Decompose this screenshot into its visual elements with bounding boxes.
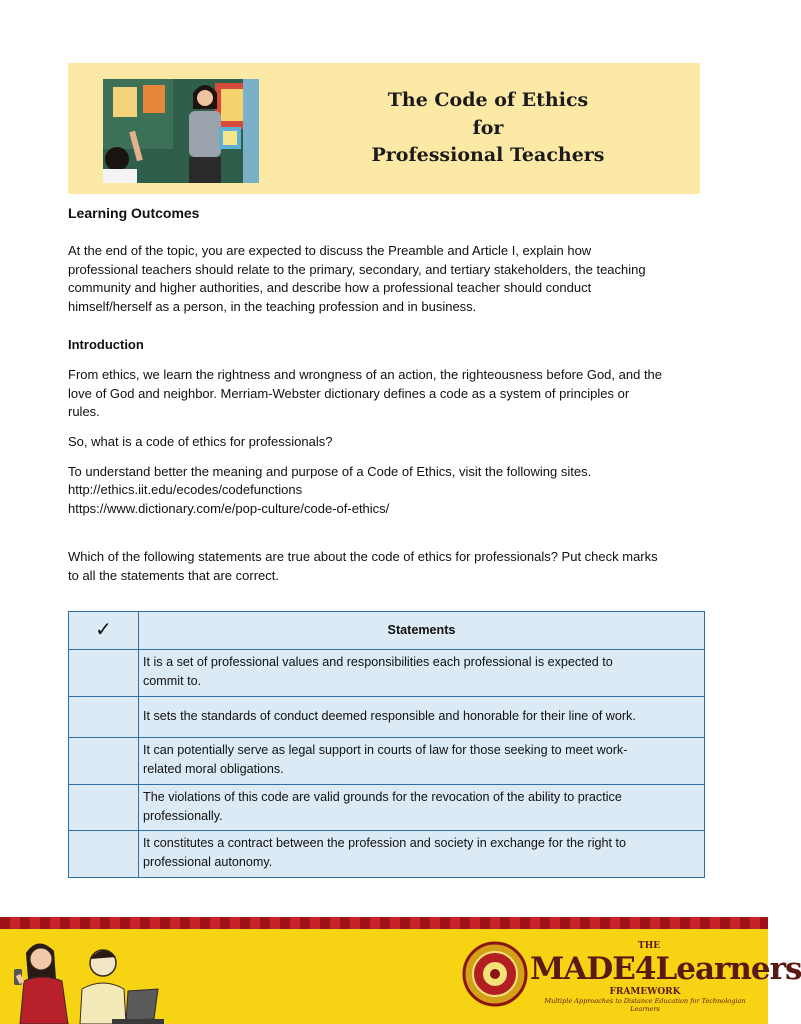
logo-the: THE — [638, 941, 661, 951]
statement-cell — [139, 785, 705, 831]
text-line: professional teachers should relate to the primary, secondary, and tertiary stakeholders, the teaching — [68, 261, 646, 277]
text-line: community and higher authorities, and describe how a professional teacher should conduct — [68, 280, 592, 295]
statement-line: commit to. — [143, 673, 202, 688]
statement-line: professional autonomy. — [143, 854, 273, 869]
title-line: Professional Teachers — [371, 144, 605, 166]
check-cell[interactable] — [69, 831, 139, 878]
check-cell[interactable] — [69, 785, 139, 831]
statement-cell — [139, 831, 705, 878]
text-line: Which of the following statements are true about the code of ethics for professionals? Put check marks — [68, 549, 658, 564]
statements-table — [68, 611, 705, 878]
title-line: for — [472, 116, 504, 139]
text-line: At the end of the topic, you are expected to discuss the Preamble and Article I, explain how — [68, 243, 592, 258]
text-line: love of God and neighbor. Merriam-Webster dictionary defines a code as a system of principles or — [68, 385, 630, 401]
table-header-row — [69, 612, 705, 650]
table-row — [69, 650, 705, 697]
visit-text: To understand better the meaning and purpose of a Code of Ethics, visit the following sites. — [68, 464, 592, 479]
check-cell[interactable] — [69, 697, 139, 738]
statement-line: It constitutes a contract between the profession and society in exchange for the right to — [143, 836, 627, 850]
title-line: The Code of Ethics — [387, 89, 589, 111]
question-text: So, what is a code of ethics for professionals? — [68, 434, 333, 449]
logo-tagline: Multiple Approaches to Distance Education for Technologian Learners — [544, 997, 746, 1013]
link-iit[interactable]: http://ethics.iit.edu/ecodes/codefunctions — [68, 482, 303, 497]
statement-line: It is a set of professional values and responsibilities each professional is expected to — [143, 655, 613, 669]
table-row — [69, 831, 705, 878]
statement-line: The violations of this code are valid grounds for the revocation of the ability to practice — [143, 790, 622, 804]
statement-cell — [139, 738, 705, 785]
title-banner — [68, 63, 700, 194]
statements-column-header: Statements — [139, 612, 705, 650]
check-cell[interactable] — [69, 738, 139, 785]
introduction-heading: Introduction — [68, 337, 144, 352]
logo-brand: MADE4Learners — [530, 951, 801, 987]
table-row — [69, 785, 705, 831]
check-cell[interactable] — [69, 650, 139, 697]
text-line: himself/herself as a person, in the teaching profession and in business. — [68, 298, 477, 314]
introduction-paragraph — [68, 366, 708, 422]
students-illustration-icon — [8, 933, 208, 1024]
statement-line: related moral obligations. — [143, 761, 284, 776]
table-row — [69, 738, 705, 785]
statement-line: professionally. — [143, 808, 223, 823]
made4learners-logo — [530, 941, 801, 1013]
text-line: rules. — [68, 404, 100, 419]
text-line: to all the statements that are correct. — [68, 567, 279, 583]
statement-line: It can potentially serve as legal support in courts of law for those seeking to meet work- — [143, 743, 628, 757]
classroom-photo — [103, 79, 259, 183]
table-row — [69, 697, 705, 738]
footer-stripe — [0, 917, 768, 929]
link-dictionary[interactable]: https://www.dictionary.com/e/pop-culture/code-of-ethics/ — [68, 500, 390, 516]
text-line: From ethics, we learn the rightness and wrongness of an action, the righteousness before God, and the — [68, 367, 663, 382]
university-seal-icon — [462, 939, 528, 1009]
learning-outcomes-heading: Learning Outcomes — [68, 205, 200, 221]
learning-outcomes-text — [68, 242, 708, 316]
link-list — [68, 481, 708, 518]
logo-framework: FRAMEWORK — [609, 987, 681, 997]
footer-banner — [0, 917, 801, 1024]
statement-cell — [139, 650, 705, 697]
statement-cell — [139, 697, 705, 738]
statement-line: It sets the standards of conduct deemed responsible and honorable for their line of work. — [143, 709, 636, 723]
page-title — [318, 87, 658, 170]
check-column-header: ✓ — [69, 612, 139, 650]
instruction-text — [68, 548, 708, 585]
